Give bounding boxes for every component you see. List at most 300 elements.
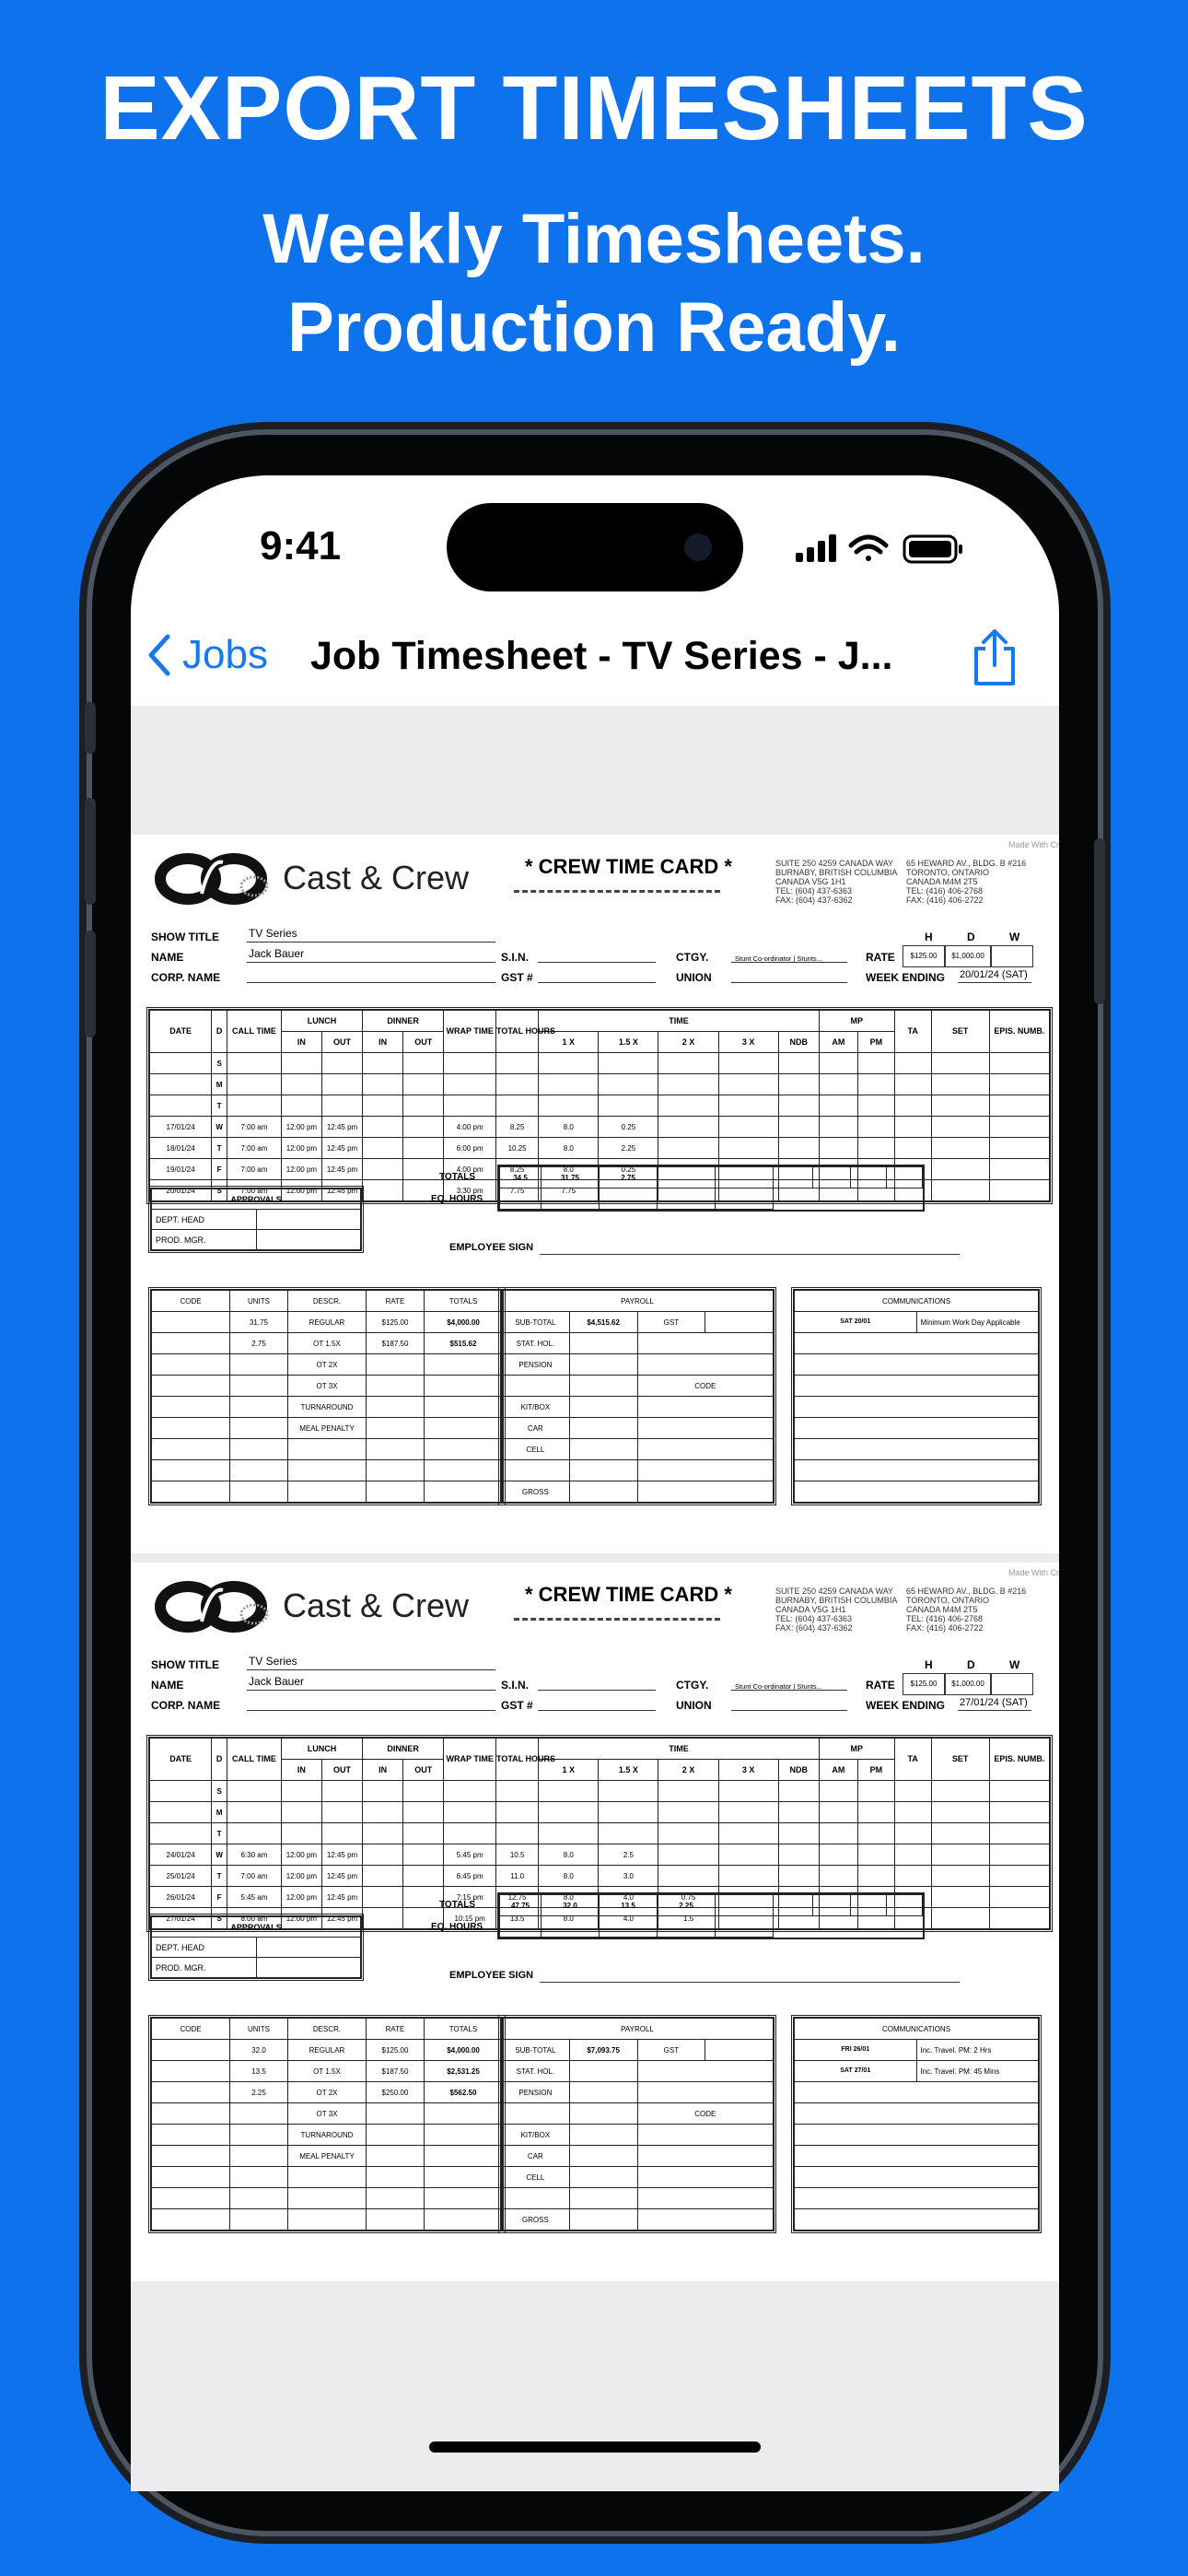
time-cell[interactable]: 12:00 pm	[281, 1138, 321, 1159]
time-cell[interactable]	[819, 1117, 857, 1138]
communication-blank[interactable]	[795, 1333, 1039, 1354]
time-cell[interactable]	[894, 1823, 931, 1844]
time-cell[interactable]	[227, 1095, 282, 1117]
communication-blank[interactable]	[795, 1418, 1039, 1439]
name-label: NAME	[151, 1679, 184, 1692]
time-cell[interactable]	[931, 1866, 989, 1887]
time-cell[interactable]: 8.25	[496, 1117, 539, 1138]
time-cell[interactable]: 8.0	[539, 1117, 599, 1138]
time-cell[interactable]	[363, 1053, 403, 1074]
time-cell[interactable]: 12:00 pm	[281, 1844, 321, 1866]
time-cell[interactable]	[857, 1074, 894, 1095]
time-cell[interactable]	[718, 1074, 778, 1095]
time-cell[interactable]	[281, 1053, 321, 1074]
time-cell[interactable]: S	[212, 1053, 227, 1074]
time-cell[interactable]: T	[212, 1866, 227, 1887]
time-cell[interactable]: 0.25	[599, 1159, 658, 1180]
time-cell[interactable]	[363, 1908, 403, 1929]
time-cell[interactable]	[857, 1802, 894, 1823]
time-cell[interactable]	[599, 1074, 658, 1095]
time-cell[interactable]	[931, 1823, 989, 1844]
communication-blank[interactable]	[795, 1460, 1039, 1481]
time-cell[interactable]	[989, 1095, 1049, 1117]
code-cell: OT 3X	[288, 1376, 367, 1397]
time-cell[interactable]	[989, 1844, 1049, 1866]
time-cell[interactable]: 12:00 pm	[281, 1117, 321, 1138]
totals-label: TOTALS	[439, 1900, 476, 1910]
time-cell[interactable]	[444, 1781, 496, 1802]
time-cell[interactable]	[403, 1095, 444, 1117]
time-cell[interactable]	[931, 1180, 989, 1201]
time-cell[interactable]: 12:45 pm	[321, 1866, 362, 1887]
time-cell[interactable]	[819, 1138, 857, 1159]
time-cell[interactable]	[150, 1823, 212, 1844]
header-3x: 3 X	[718, 1760, 778, 1781]
time-cell[interactable]: 8:00 am	[227, 1908, 282, 1929]
time-cell[interactable]	[894, 1053, 931, 1074]
time-cell[interactable]: 18/01/24	[150, 1138, 212, 1159]
header-ndb: NDB	[778, 1032, 819, 1053]
time-cell[interactable]	[931, 1908, 989, 1929]
time-cell[interactable]: 1.5	[658, 1908, 718, 1929]
time-cell[interactable]: 10:15 pm	[444, 1908, 496, 1929]
share-icon[interactable]	[969, 628, 1020, 687]
time-cell[interactable]	[444, 1074, 496, 1095]
time-cell[interactable]	[150, 1053, 212, 1074]
time-cell[interactable]: 2.5	[599, 1844, 658, 1866]
time-cell[interactable]	[363, 1887, 403, 1908]
time-cell[interactable]	[718, 1095, 778, 1117]
time-cell[interactable]	[599, 1781, 658, 1802]
time-cell[interactable]	[539, 1095, 599, 1117]
time-cell[interactable]: 6:00 pm	[444, 1138, 496, 1159]
time-cell[interactable]	[539, 1074, 599, 1095]
time-cell[interactable]	[281, 1095, 321, 1117]
communication-row	[795, 2103, 1039, 2125]
time-cell[interactable]	[150, 1095, 212, 1117]
address-line: CANADA V5G 1H1	[775, 877, 846, 886]
time-cell[interactable]	[778, 1781, 819, 1802]
header-ndb: NDB	[778, 1760, 819, 1781]
communication-blank[interactable]	[795, 2103, 1039, 2125]
time-cell[interactable]	[819, 1802, 857, 1823]
time-cell[interactable]: M	[212, 1802, 227, 1823]
time-cell[interactable]	[539, 1053, 599, 1074]
time-cell[interactable]	[989, 1159, 1049, 1180]
time-cell[interactable]	[894, 1074, 931, 1095]
time-cell[interactable]: 7.75	[496, 1180, 539, 1201]
time-cell[interactable]	[658, 1823, 718, 1844]
time-cell[interactable]	[894, 1138, 931, 1159]
time-cell[interactable]	[363, 1781, 403, 1802]
time-cell[interactable]: 11.0	[496, 1866, 539, 1887]
time-cell[interactable]	[819, 1844, 857, 1866]
name-value: Jack Bauer	[249, 1675, 305, 1688]
time-cell[interactable]: 26/01/24	[150, 1887, 212, 1908]
time-cell[interactable]	[894, 1117, 931, 1138]
time-cell[interactable]	[778, 1095, 819, 1117]
time-cell[interactable]: 20/01/24	[150, 1180, 212, 1201]
time-cell[interactable]: 12:00 pm	[281, 1180, 321, 1201]
time-cell[interactable]	[778, 1866, 819, 1887]
time-cell[interactable]	[658, 1781, 718, 1802]
time-cell[interactable]	[778, 1138, 819, 1159]
time-cell[interactable]: W	[212, 1844, 227, 1866]
time-cell[interactable]	[989, 1802, 1049, 1823]
time-cell[interactable]	[403, 1802, 444, 1823]
time-cell[interactable]	[989, 1866, 1049, 1887]
time-cell[interactable]	[281, 1074, 321, 1095]
time-cell[interactable]	[778, 1074, 819, 1095]
time-cell[interactable]	[857, 1823, 894, 1844]
time-cell[interactable]	[778, 1053, 819, 1074]
time-cell[interactable]: 12:00 pm	[281, 1887, 321, 1908]
time-cell[interactable]	[931, 1802, 989, 1823]
time-cell[interactable]: 8.0	[539, 1866, 599, 1887]
communication-blank[interactable]	[795, 1397, 1039, 1418]
time-cell[interactable]	[931, 1095, 989, 1117]
time-cell[interactable]	[444, 1053, 496, 1074]
approval-signature-cell[interactable]	[256, 1230, 361, 1250]
time-cell[interactable]	[321, 1802, 362, 1823]
time-cell[interactable]: 12:45 pm	[321, 1159, 362, 1180]
time-cell[interactable]: 12:45 pm	[321, 1180, 362, 1201]
time-cell[interactable]: 4.0	[599, 1887, 658, 1908]
time-cell[interactable]	[227, 1781, 282, 1802]
time-cell[interactable]	[894, 1802, 931, 1823]
time-cell[interactable]	[403, 1159, 444, 1180]
header-ta: TA	[894, 1739, 931, 1781]
totals-cell	[774, 1167, 813, 1188]
communication-blank[interactable]	[795, 2188, 1039, 2209]
time-cell[interactable]	[989, 1823, 1049, 1844]
time-cell[interactable]: 10.25	[496, 1138, 539, 1159]
time-cell[interactable]: 19/01/24	[150, 1159, 212, 1180]
time-cell[interactable]: 3:30 pm	[444, 1180, 496, 1201]
time-cell[interactable]	[403, 1781, 444, 1802]
payroll-blank	[637, 1354, 774, 1376]
time-cell[interactable]	[778, 1844, 819, 1866]
time-cell[interactable]: 7:00 am	[227, 1180, 282, 1201]
time-cell[interactable]	[403, 1138, 444, 1159]
rate-d-box: $1,000.00	[945, 1673, 991, 1695]
time-cell[interactable]	[819, 1823, 857, 1844]
approval-signature-cell[interactable]	[256, 1938, 361, 1958]
time-cell[interactable]	[658, 1844, 718, 1866]
time-cell[interactable]	[403, 1053, 444, 1074]
time-cell[interactable]	[989, 1053, 1049, 1074]
time-cell[interactable]: F	[212, 1159, 227, 1180]
time-cell[interactable]	[227, 1074, 282, 1095]
code-cell	[425, 1439, 503, 1460]
time-cell[interactable]	[819, 1866, 857, 1887]
time-cell[interactable]	[403, 1866, 444, 1887]
time-cell[interactable]	[444, 1802, 496, 1823]
time-cell[interactable]: 27/01/24	[150, 1908, 212, 1929]
payroll-row	[502, 1460, 774, 1481]
time-cell[interactable]	[363, 1823, 403, 1844]
time-cell[interactable]	[894, 1095, 931, 1117]
address-line: CANADA M4M 2T5	[906, 1605, 978, 1614]
dept-head-label: DEPT. HEAD	[152, 1210, 257, 1230]
code-cell: $4,000.00	[425, 1312, 503, 1333]
communication-blank[interactable]	[795, 2146, 1039, 2167]
time-cell[interactable]	[989, 1117, 1049, 1138]
time-cell[interactable]: W	[212, 1117, 227, 1138]
time-cell[interactable]	[658, 1117, 718, 1138]
time-cell[interactable]	[658, 1053, 718, 1074]
time-cell[interactable]	[363, 1866, 403, 1887]
time-cell[interactable]	[496, 1074, 539, 1095]
communication-blank[interactable]	[795, 1439, 1039, 1460]
time-cell[interactable]: 8.0	[539, 1138, 599, 1159]
time-cell[interactable]	[227, 1802, 282, 1823]
code-cell	[230, 2103, 288, 2125]
time-cell[interactable]	[658, 1095, 718, 1117]
time-cell[interactable]	[718, 1781, 778, 1802]
communication-blank[interactable]	[795, 1481, 1039, 1503]
time-cell[interactable]: M	[212, 1074, 227, 1095]
time-cell[interactable]: 12:45 pm	[321, 1908, 362, 1929]
time-cell[interactable]	[363, 1844, 403, 1866]
communication-blank[interactable]	[795, 1376, 1039, 1397]
time-cell[interactable]	[718, 1802, 778, 1823]
time-cell[interactable]	[150, 1074, 212, 1095]
time-cell[interactable]	[658, 1802, 718, 1823]
time-cell[interactable]	[778, 1802, 819, 1823]
header-mp-am: AM	[819, 1760, 857, 1781]
time-cell[interactable]	[281, 1781, 321, 1802]
communications-table	[794, 2018, 1039, 2231]
address-line: TORONTO, ONTARIO	[906, 868, 990, 877]
time-cell[interactable]: S	[212, 1908, 227, 1929]
time-cell[interactable]	[599, 1823, 658, 1844]
time-cell[interactable]	[496, 1095, 539, 1117]
time-cell[interactable]: 7.75	[539, 1180, 599, 1201]
communication-blank[interactable]	[795, 2082, 1039, 2103]
field-underline	[247, 982, 495, 983]
time-cell[interactable]	[281, 1802, 321, 1823]
time-cell[interactable]	[363, 1074, 403, 1095]
approval-signature-cell[interactable]	[256, 1210, 361, 1230]
codes-table	[151, 2018, 503, 2231]
time-cell[interactable]: 3.0	[599, 1866, 658, 1887]
time-cell[interactable]	[599, 1095, 658, 1117]
time-cell[interactable]: 4:00 pm	[444, 1117, 496, 1138]
time-cell[interactable]	[403, 1074, 444, 1095]
time-cell[interactable]	[857, 1095, 894, 1117]
pdf-viewer[interactable]	[131, 706, 1059, 2491]
time-cell[interactable]	[989, 1074, 1049, 1095]
time-cell[interactable]	[931, 1053, 989, 1074]
time-cell[interactable]	[321, 1781, 362, 1802]
time-cell[interactable]	[150, 1802, 212, 1823]
time-cell[interactable]	[444, 1823, 496, 1844]
time-cell[interactable]: S	[212, 1180, 227, 1201]
time-cell[interactable]	[281, 1823, 321, 1844]
time-cell[interactable]: 12.75	[496, 1887, 539, 1908]
time-cell[interactable]	[599, 1802, 658, 1823]
time-cell[interactable]: 8.0	[539, 1887, 599, 1908]
time-cell[interactable]	[989, 1781, 1049, 1802]
time-cell[interactable]	[539, 1823, 599, 1844]
time-cell[interactable]	[931, 1781, 989, 1802]
time-cell[interactable]: 12:45 pm	[321, 1117, 362, 1138]
time-cell[interactable]: T	[212, 1823, 227, 1844]
code-row	[152, 2146, 503, 2167]
time-cell[interactable]	[931, 1117, 989, 1138]
time-cell[interactable]	[718, 1138, 778, 1159]
time-cell[interactable]: 7:15 pm	[444, 1887, 496, 1908]
time-cell[interactable]: 0.75	[658, 1887, 718, 1908]
payroll-value	[569, 2188, 637, 2209]
time-cell[interactable]	[363, 1159, 403, 1180]
time-cell[interactable]	[857, 1117, 894, 1138]
address-line: SUITE 250 4259 CANADA WAY	[775, 1587, 894, 1596]
time-cell[interactable]	[718, 1117, 778, 1138]
time-cell[interactable]	[718, 1823, 778, 1844]
time-cell[interactable]	[819, 1074, 857, 1095]
time-cell[interactable]	[363, 1095, 403, 1117]
communication-blank[interactable]	[795, 2167, 1039, 2188]
payroll-blank	[637, 1481, 774, 1503]
time-cell[interactable]	[931, 1887, 989, 1908]
time-cell[interactable]	[496, 1053, 539, 1074]
show-title-label: SHOW TITLE	[151, 1658, 219, 1671]
communication-blank[interactable]	[795, 2209, 1039, 2231]
time-cell[interactable]	[658, 1138, 718, 1159]
time-cell[interactable]: 7:00 am	[227, 1117, 282, 1138]
time-cell[interactable]	[989, 1908, 1049, 1929]
time-cell[interactable]	[403, 1117, 444, 1138]
time-cell[interactable]: 4.0	[599, 1908, 658, 1929]
time-cell[interactable]	[321, 1053, 362, 1074]
time-cell[interactable]: 12:45 pm	[321, 1887, 362, 1908]
time-cell[interactable]	[403, 1887, 444, 1908]
time-cell[interactable]	[403, 1823, 444, 1844]
time-cell[interactable]	[857, 1844, 894, 1866]
time-cell[interactable]: 4:00 pm	[444, 1159, 496, 1180]
time-cell[interactable]	[658, 1866, 718, 1887]
time-cell[interactable]	[403, 1844, 444, 1866]
time-cell[interactable]	[539, 1781, 599, 1802]
time-cell[interactable]: 17/01/24	[150, 1117, 212, 1138]
time-cell[interactable]	[857, 1781, 894, 1802]
payroll-value	[569, 2082, 637, 2103]
time-cell[interactable]	[718, 1844, 778, 1866]
card-title: * CREW TIME CARD *	[525, 1583, 732, 1606]
time-cell[interactable]: 0.25	[599, 1117, 658, 1138]
time-cell[interactable]: 5:45 pm	[444, 1844, 496, 1866]
time-cell[interactable]	[227, 1823, 282, 1844]
time-cell[interactable]: 24/01/24	[150, 1844, 212, 1866]
time-cell[interactable]: F	[212, 1887, 227, 1908]
time-cell[interactable]: 8.25	[496, 1159, 539, 1180]
time-cell[interactable]	[539, 1802, 599, 1823]
time-cell[interactable]	[778, 1117, 819, 1138]
time-cell[interactable]: 6:45 pm	[444, 1866, 496, 1887]
corp-name-label: CORP. NAME	[151, 1699, 221, 1712]
time-cell[interactable]: 8.0	[539, 1908, 599, 1929]
time-cell[interactable]: 12:00 pm	[281, 1866, 321, 1887]
time-cell[interactable]	[819, 1095, 857, 1117]
time-cell[interactable]	[321, 1823, 362, 1844]
time-cell[interactable]	[363, 1180, 403, 1201]
communication-row	[795, 1439, 1039, 1460]
time-cell[interactable]	[989, 1887, 1049, 1908]
field-underline	[958, 982, 1031, 983]
time-cell[interactable]: 2.25	[599, 1138, 658, 1159]
totals-cell	[851, 1167, 887, 1188]
time-cell[interactable]: 5:45 am	[227, 1887, 282, 1908]
time-cell[interactable]: T	[212, 1138, 227, 1159]
time-cell[interactable]: 8.0	[539, 1159, 599, 1180]
time-cell[interactable]: 7:00 am	[227, 1138, 282, 1159]
time-cell[interactable]: 6:30 am	[227, 1844, 282, 1866]
time-cell[interactable]	[989, 1138, 1049, 1159]
time-cell[interactable]	[931, 1159, 989, 1180]
time-cell[interactable]	[718, 1866, 778, 1887]
time-cell[interactable]: T	[212, 1095, 227, 1117]
time-cell[interactable]	[658, 1074, 718, 1095]
time-cell[interactable]: 10.5	[496, 1844, 539, 1866]
time-cell[interactable]: 12:45 pm	[321, 1844, 362, 1866]
time-cell[interactable]	[931, 1138, 989, 1159]
time-cell[interactable]	[227, 1053, 282, 1074]
time-cell[interactable]	[496, 1802, 539, 1823]
communication-blank[interactable]	[795, 1354, 1039, 1376]
time-cell[interactable]	[989, 1180, 1049, 1201]
time-cell[interactable]	[778, 1823, 819, 1844]
communication-blank[interactable]	[795, 2125, 1039, 2146]
time-cell[interactable]	[931, 1074, 989, 1095]
time-cell[interactable]	[363, 1117, 403, 1138]
time-cell[interactable]	[931, 1844, 989, 1866]
time-cell[interactable]	[718, 1053, 778, 1074]
time-cell[interactable]: 7:00 am	[227, 1866, 282, 1887]
time-cell[interactable]	[894, 1844, 931, 1866]
back-button[interactable]	[147, 632, 268, 678]
time-cell[interactable]	[894, 1781, 931, 1802]
time-cell[interactable]: 12:00 pm	[281, 1908, 321, 1929]
payroll-label: CELL	[502, 2167, 570, 2188]
time-cell[interactable]	[150, 1781, 212, 1802]
time-cell[interactable]	[496, 1781, 539, 1802]
time-cell[interactable]: S	[212, 1781, 227, 1802]
time-cell[interactable]: 12:45 pm	[321, 1138, 362, 1159]
time-cell[interactable]	[444, 1095, 496, 1117]
time-cell[interactable]	[321, 1074, 362, 1095]
time-cell[interactable]	[599, 1053, 658, 1074]
time-cell[interactable]	[857, 1053, 894, 1074]
time-cell[interactable]	[819, 1053, 857, 1074]
time-cell[interactable]: 25/01/24	[150, 1866, 212, 1887]
time-cell[interactable]: 8.0	[539, 1844, 599, 1866]
time-cell[interactable]: 13.5	[496, 1908, 539, 1929]
time-cell[interactable]	[363, 1138, 403, 1159]
time-cell[interactable]	[894, 1866, 931, 1887]
code-cell: $562.50	[425, 2082, 503, 2103]
time-cell[interactable]: 12:00 pm	[281, 1159, 321, 1180]
time-cell[interactable]	[857, 1866, 894, 1887]
time-cell[interactable]	[321, 1095, 362, 1117]
time-cell[interactable]	[363, 1802, 403, 1823]
time-cell[interactable]	[819, 1781, 857, 1802]
approval-signature-cell[interactable]	[256, 1958, 361, 1978]
time-cell[interactable]: 7:00 am	[227, 1159, 282, 1180]
time-cell[interactable]	[496, 1823, 539, 1844]
time-cell[interactable]	[857, 1138, 894, 1159]
